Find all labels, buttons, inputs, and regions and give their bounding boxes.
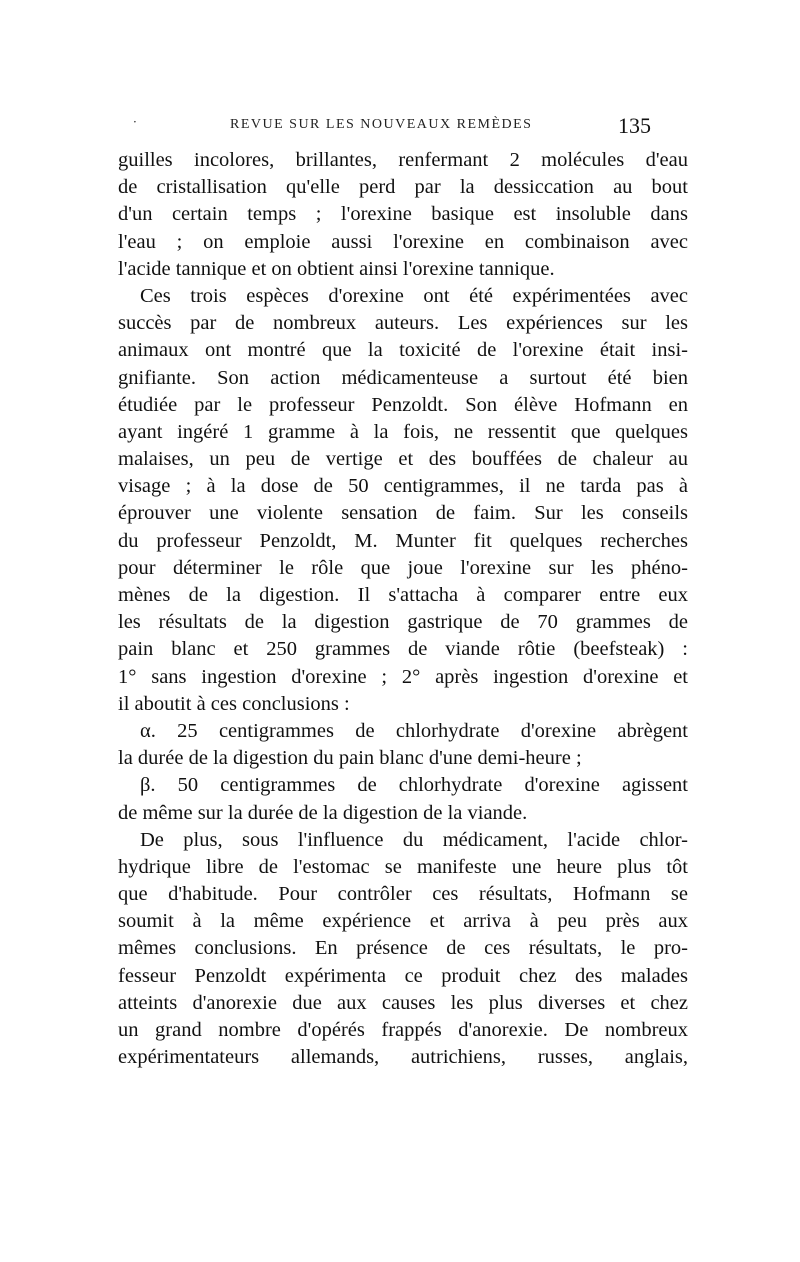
body-text [118,147,688,1071]
text-line: expérimentateurs allemands, autrichiens, russes, anglais, [118,1046,688,1069]
running-head [0,111,800,141]
text-line: que d'habitude. Pour contrôler ces résultats, Hofmann se [118,883,688,906]
text-line: Ces trois espèces d'orexine ont été expérimentées avec [140,284,688,307]
text-line: fesseur Penzoldt expérimenta ce produit chez des malades [118,964,688,987]
text-line: pain blanc et 250 grammes de viande rôtie (beefsteak) : [118,638,688,661]
text-line: β. 50 centigrammes de chlorhydrate d'orexine agissent [140,774,688,797]
text-line: d'un certain temps ; l'orexine basique est insoluble dans [118,203,688,226]
text-line: gnifiante. Son action médicamenteuse a surtout été bien [118,366,688,389]
text-line: soumit à la même expérience et arriva à peu près aux [118,910,688,933]
text-line: visage ; à la dose de 50 centigrammes, il ne tarda pas à [118,475,688,498]
text-line: l'eau ; on emploie aussi l'orexine en combinaison avec [118,230,688,253]
text-line: animaux ont montré que la toxicité de l'orexine était insi- [118,339,688,362]
text-line: 1° sans ingestion d'orexine ; 2° après ingestion d'orexine et [118,665,688,688]
text-line: les résultats de la digestion gastrique de 70 grammes de [118,611,688,634]
text-line: succès par de nombreux auteurs. Les expériences sur les [118,312,688,335]
text-line: malaises, un peu de vertige et des bouffées de chaleur au [118,448,688,471]
text-line: il aboutit à ces conclusions : [118,692,350,715]
running-head-title: REVUE SUR LES NOUVEAUX REMÈDES [230,117,533,132]
text-line: hydrique libre de l'estomac se manifeste une heure plus tôt [118,855,688,878]
text-line: de cristallisation qu'elle perd par la dessiccation au bout [118,176,688,199]
text-line: guilles incolores, brillantes, renfermant 2 molécules d'eau [118,149,688,171]
header-mark: · [133,115,137,129]
text-line: la durée de la digestion du pain blanc d'une demi-heure ; [118,747,582,770]
text-line: un grand nombre d'opérés frappés d'anorexie. De nombreux [118,1019,688,1041]
text-line: mènes de la digestion. Il s'attacha à comparer entre eux [118,584,688,606]
text-line: α. 25 centigrammes de chlorhydrate d'orexine abrègent [140,719,688,742]
text-line: mêmes conclusions. En présence de ces résultats, le pro- [118,937,688,960]
text-line: de même sur la durée de la digestion de la viande. [118,801,528,824]
page-number: 135 [618,113,651,138]
text-line: éprouver une violente sensation de faim. Sur les conseils [118,502,688,525]
text-line: l'acide tannique et on obtient ainsi l'orexine tannique. [118,257,555,280]
text-line: De plus, sous l'influence du médicament, l'acide chlor- [140,828,688,851]
text-line: du professeur Penzoldt, M. Munter fit quelques recherches [118,529,688,552]
text-line: étudiée par le professeur Penzoldt. Son élève Hofmann en [118,393,688,416]
text-line: ayant ingéré 1 gramme à la fois, ne ressentit que quelques [118,420,688,443]
text-line: atteints d'anorexie due aux causes les plus diverses et chez [118,991,688,1014]
text-line: pour déterminer le rôle que joue l'orexine sur les phéno- [118,556,688,579]
